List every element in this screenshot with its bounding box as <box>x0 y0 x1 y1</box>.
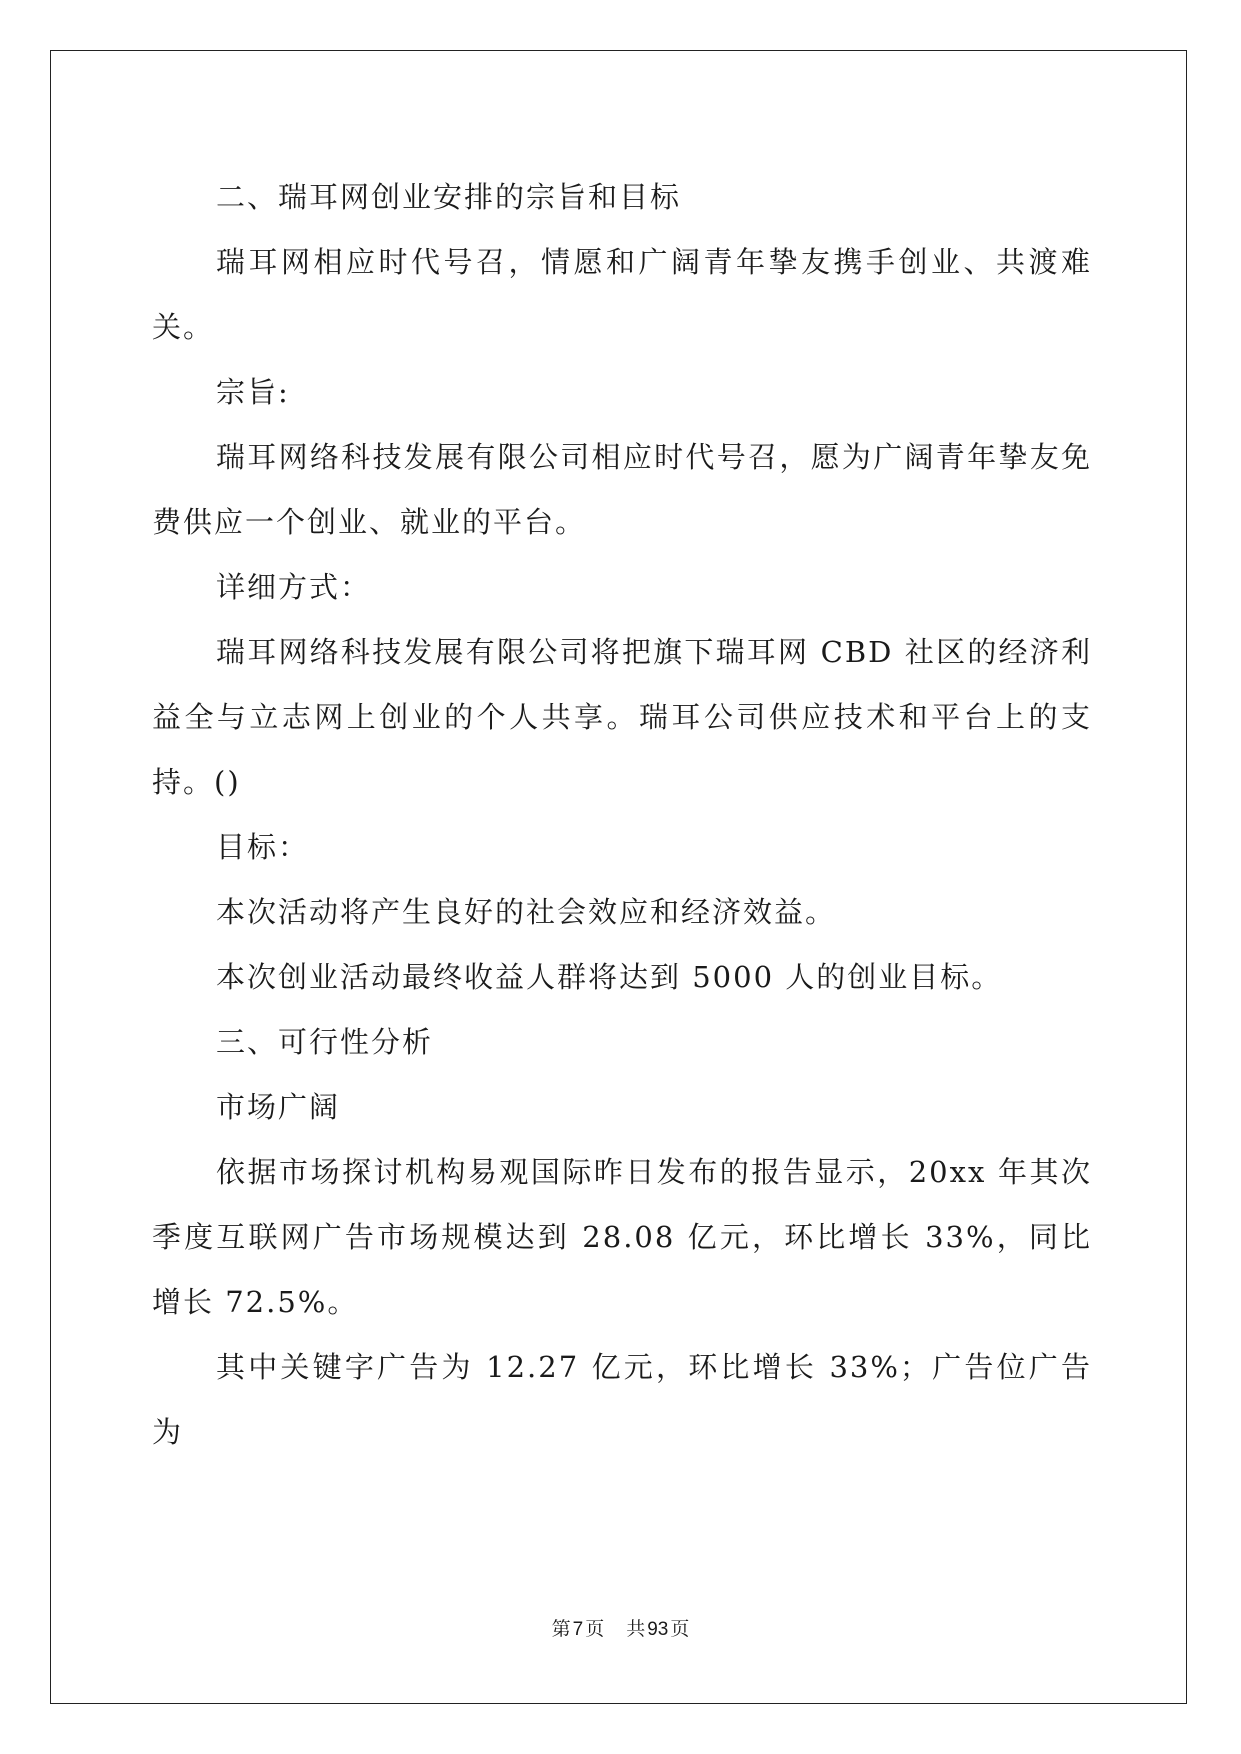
paragraph: 本次创业活动最终收益人群将达到 5000 人的创业目标。 <box>216 960 1003 994</box>
page-number: 7 <box>572 1619 584 1640</box>
total-pages: 93 <box>647 1619 669 1640</box>
footer-total-prefix: 共 <box>626 1619 646 1640</box>
paragraph: 其中关键字广告为 12.27 亿元，环比增长 33%；广告位广告为 <box>152 1350 1092 1449</box>
document-body <box>152 165 1092 1465</box>
paragraph: 瑞耳网络科技发展有限公司将把旗下瑞耳网 CBD 社区的经济利益全与立志网上创业的个人共享。瑞耳公司供应技术和平台上的支持。() <box>152 635 1092 799</box>
footer-total-suffix: 页 <box>670 1619 690 1640</box>
label-purpose: 宗旨: <box>216 375 290 409</box>
heading-section-3: 三、可行性分析 <box>216 1025 434 1059</box>
label-goal: 目标： <box>216 830 310 864</box>
footer-page-suffix: 页 <box>585 1619 605 1640</box>
paragraph: 依据市场探讨机构易观国际昨日发布的报告显示，20xx 年其次季度互联网广告市场规模达到 28.08 亿元，环比增长 33%，同比增长 72.5%。 <box>152 1155 1092 1319</box>
footer-prefix: 第 <box>551 1619 571 1640</box>
heading-section-2: 二、瑞耳网创业安排的宗旨和目标 <box>216 180 682 214</box>
page-footer <box>0 1614 1241 1641</box>
label-market: 市场广阔 <box>216 1090 341 1124</box>
label-method: 详细方式： <box>216 570 372 604</box>
paragraph: 瑞耳网络科技发展有限公司相应时代号召，愿为广阔青年挚友免费供应一个创业、就业的平台。 <box>152 440 1092 539</box>
paragraph: 瑞耳网相应时代号召，情愿和广阔青年挚友携手创业、共渡难关。 <box>152 245 1092 344</box>
paragraph: 本次活动将产生良好的社会效应和经济效益。 <box>216 895 837 929</box>
